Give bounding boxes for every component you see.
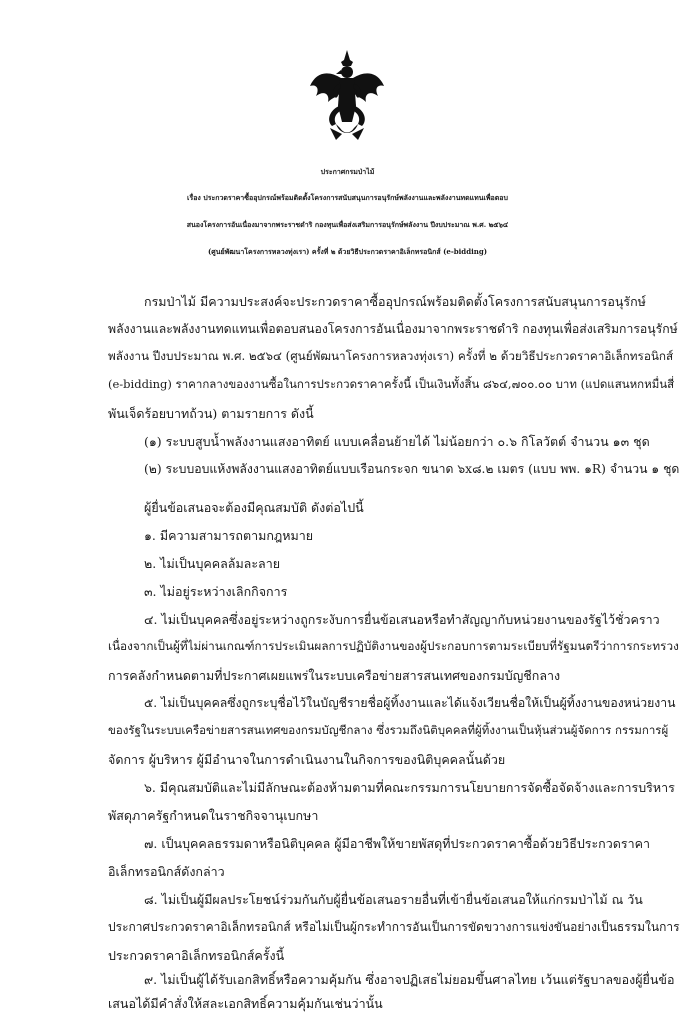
garuda-emblem-icon [306, 48, 388, 146]
intro-line: พลังงานและพลังงานทดแทนเพื่อตอบสนองโครงการอันเนื่องมาจากพระราชดำริ กองทุนเพื่อส่งเสริมการอนุรักษ์ [108, 322, 678, 336]
qualification-line: จัดการ ผู้บริหาร ผู้มีอำนาจในการดำเนินงานในกิจการของนิติบุคคลนั้นด้วย [108, 752, 506, 767]
qualifications-heading: ผู้ยื่นข้อเสนอจะต้องมีคุณสมบัติ ดังต่อไปนี้ [144, 500, 364, 515]
qualification-item: ๕. ไม่เป็นบุคคลซึ่งถูกระบุชื่อไว้ในบัญชีรายชื่อผู้ทิ้งงานและได้แจ้งเวียนชื่อให้เป็นผู้ทิ้งงานของหน่วยงาน [144, 696, 676, 710]
intro-line: (e-bidding) ราคากลางของงานซื้อในการประกวดราคาครั้งนี้ เป็นเงินทั้งสิ้น ๘๖๔,๗๐๐.๐๐ บาท (แปดแสนหกหมื่นสี่ [108, 377, 675, 391]
qualification-line: การคลังกำหนดตามที่ประกาศเผยแพร่ในระบบเครือข่ายสารสนเทศของกรมบัญชีกลาง [108, 668, 561, 683]
page-title: ประกาศกรมป่าไม้ [320, 167, 375, 176]
qualification-line: ของรัฐในระบบเครือข่ายสารสนเทศของกรมบัญชีกลาง ซึ่งรวมถึงนิติบุคคลที่ผู้ทิ้งงานเป็นหุ้นส่วนผู้จัดการ กรรมการผู้ [108, 723, 669, 737]
intro-line: กรมป่าไม้ มีความประสงค์จะประกวดราคาซื้ออุปกรณ์พร้อมติดตั้งโครงการสนับสนุนการอนุรักษ์ [144, 294, 646, 309]
qualification-item: ๔. ไม่เป็นบุคคลซึ่งอยู่ระหว่างถูกระงับการยื่นข้อเสนอหรือทำสัญญากับหน่วยงานของรัฐไว้ชั่วคราว [144, 612, 660, 627]
subject-line: สนองโครงการอันเนื่องมาจากพระราชดำริ กองทุนเพื่อส่งเสริมการอนุรักษ์พลังงาน ปีงบประมาณ พ.ศ. ๒๕๖๔ [186, 220, 509, 229]
qualification-item: ๗. เป็นบุคคลธรรมดาหรือนิติบุคคล ผู้มีอาชีพให้ขายพัสดุที่ประกวดราคาซื้อด้วยวิธีประกวดราคา [144, 836, 650, 851]
qualification-item: ๓. ไม่อยู่ระหว่างเลิกกิจการ [144, 584, 288, 599]
item-line: (๒) ระบบอบแห้งพลังงานแสงอาทิตย์แบบเรือนกระจก ขนาด ๖x๘.๒ เมตร (แบบ พพ. ๑R) จำนวน ๑ ชุด [144, 462, 680, 476]
item-line: (๑) ระบบสูบน้ำพลังงานแสงอาทิตย์ แบบเคลื่อนย้ายได้ ไม่น้อยกว่า ๐.๖ กิโลวัตต์ จำนวน ๑๓ ชุด [144, 434, 650, 449]
qualification-item: ๖. มีคุณสมบัติและไม่มีลักษณะต้องห้ามตามที่คณะกรรมการนโยบายการจัดซื้อจัดจ้างและการบริหาร [144, 780, 675, 795]
qualification-line: พัสดุภาครัฐกำหนดในราชกิจจานุเบกษา [108, 808, 319, 823]
intro-line: พลังงาน ปีงบประมาณ พ.ศ. ๒๕๖๔ (ศูนย์พัฒนาโครงการหลวงทุ่งเรา) ครั้งที่ ๒ ด้วยวิธีประกวดราคาอิเล็กทรอนิกส์ [108, 349, 674, 363]
qualification-item: ๑. มีความสามารถตามกฎหมาย [144, 528, 314, 543]
qualification-item: ๘. ไม่เป็นผู้มีผลประโยชน์ร่วมกันกับผู้ยื่นข้อเสนอรายอื่นที่เข้ายื่นข้อเสนอให้แก่กรมป่าไม้ ณ วัน [144, 892, 643, 907]
qualification-line: ประกาศประกวดราคาอิเล็กทรอนิกส์ หรือไม่เป็นผู้กระทำการอันเป็นการขัดขวางการแข่งขันอย่างเป็นธรรมในการ [108, 920, 680, 934]
subject-block [0, 184, 695, 265]
qualification-line: ประกวดราคาอิเล็กทรอนิกส์ครั้งนี้ [108, 948, 285, 963]
qualification-line: เสนอได้มีคำสั่งให้สละเอกสิทธิ์ความคุ้มกันเช่นว่านั้น [108, 996, 383, 1011]
qualification-line: อิเล็กทรอนิกส์ดังกล่าว [108, 864, 225, 879]
qualification-item: ๙. ไม่เป็นผู้ได้รับเอกสิทธิ์หรือความคุ้มกัน ซึ่งอาจปฏิเสธไม่ยอมขึ้นศาลไทย เว้นแต่รัฐบาลของผู้ยื่นข้อ [144, 972, 675, 987]
intro-line: พันเจ็ดร้อยบาทถ้วน) ตามรายการ ดังนี้ [108, 406, 314, 421]
qualification-line: เนื่องจากเป็นผู้ที่ไม่ผ่านเกณฑ์การประเมินผลการปฏิบัติงานของผู้ประกอบการตามระเบียบที่รัฐมนตรีว่าการกระทรวง [108, 639, 679, 653]
subject-line: เรื่อง ประกวดราคาซื้ออุปกรณ์พร้อมติดตั้งโครงการสนับสนุนการอนุรักษ์พลังงานและพลังงานทดแทนเพื่อตอบ [187, 193, 508, 202]
qualification-item: ๒. ไม่เป็นบุคคลล้มละลาย [144, 556, 281, 571]
subject-line: (ศูนย์พัฒนาโครงการหลวงทุ่งเรา) ครั้งที่ ๒ ด้วยวิธีประกวดราคาอิเล็กทรอนิกส์ (e-bidding) [207, 247, 488, 256]
